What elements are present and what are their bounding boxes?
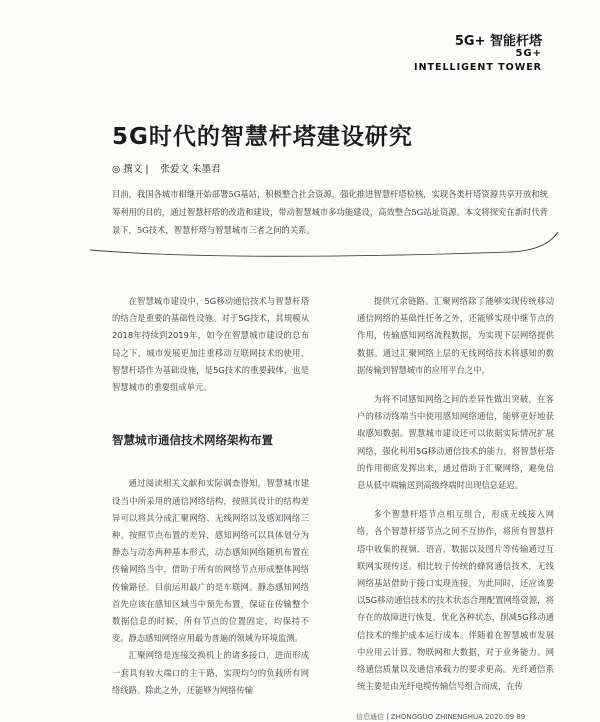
column-header-en: 5G+ <box>515 48 542 59</box>
abstract: 目前，我国各城市相继开始部署5G基站，积极整合社会资源，强化推进智慧杆塔检核，实现各类杆塔资源共享开放和统筹利用的目的，通过智慧杆塔的改造和建设，带动智慧城市多功能建设，高效整合5G站址资源。本文将探究在新时代背景下，5G技术，智慧杆塔与智慧城市三者之间的关系。 <box>112 189 548 235</box>
section-title: 智慧城市通信技术网络架构布置 <box>112 433 273 448</box>
byline <box>112 161 221 175</box>
decorative-divider-curve <box>90 230 560 266</box>
page-footer: 信息通信 | ZHONGGUO ZHINENGHUA 2020.09 89 <box>356 713 526 721</box>
body-paragraph: 为将不同感知网络之间的差异性做出突破，在客户的移动终端当中使用感知网络通信，能够更好地获取感知数据。智慧城市建设还可以依据实际情况扩展网络，强化利用5G移动通信技术的能力，将智慧杆塔的作用彻底发挥出来，通过借助于汇聚网络，避免信息从低中端输送到高级终端时出现信息延迟。 <box>357 394 554 491</box>
body-paragraph: 通过阅读相关文献和实际调查得知，智慧城市建设当中所采用的通信网络结构，按照其设计的结构差异可以将其分成汇聚网络、无线网络以及感知网络三种。按照节点布置的差异，感知网络可以具体划分为静态与动态两种基本形式，动态感知网络随机布置在传输网络当中，借助于所有的网络节点形成整体网络传输路径。目前运用最广的是车联网。静态感知网络首先应该在感知区域当中预先布置，保证在传输整个数据信息的时候，所有节点的位置固定，均保持不变。静态感知网络应用最为普遍的领域为环境监测。 <box>112 478 309 644</box>
left-column <box>112 293 309 699</box>
body-paragraph: 提供冗余链路。汇聚网络除了能够实现传统移动通信网络的基础性任务之外，还能够实现中继节点的作用，传输感知网络流程数据，为实现下层网络提供数据。通过汇聚网络上层的无线网络技术将感知的数据传输到智慧城市的应用平台之中。 <box>357 296 554 375</box>
intro-paragraph: 在智慧城市建设中，5G移动通信技术与智慧杆塔的结合是重要的基础性设施。对于5G技术，其規模从2018年持续到2019年，如今在智慧城市建设的总布局之下，城市发展更加注重移动互联网技术的使用，智慧杆塔作为基础设施，是5G技术的重要载体，也是智慧城市的重要组成单元。 <box>112 296 309 393</box>
column-header-en-subtitle: INTELLIGENT TOWER <box>414 62 542 73</box>
right-column <box>357 293 554 695</box>
article-title: 5G时代的智慧杆塔建设研究 <box>112 124 413 150</box>
byline-prefix: ◎ 撰文 | <box>112 164 149 175</box>
body-paragraph: 汇聚网络是连接交换机上的诸多接口，进而形成一套具有较大端口的主干路，实现均匀的负载所有网络线路。除此之外，还能够为网络传输 <box>112 650 309 695</box>
authors: 张爱文 朱墨君 <box>160 164 221 175</box>
body-paragraph: 多个智慧杆塔节点相互组合，形成无线接入网络，各个智慧杆塔节点之间不互协作，将所有智慧杆塔中收集的视频、语音、数据以及图片等传输通过互联网实现传送。相比较于传统的蜂窝通信技术，无线网络基站借助于接口实现连接，为此同时，还应该要以5G移动通信技术的技术状态合理配置网络资源，将存在的故障进行恢复，优化各种状态，削减5G移动通信技术的维护成本运行成本。伴随着在智慧城市发展中应用云计算、物联网和大数据，对于业务能力、网络通信质量以及通信承载力的要求更高。光纤通信系统主要是由光纤电缆传输信号组合而成，在传 <box>357 509 554 692</box>
column-header-cn: 5G+ 智能杆塔 <box>454 34 542 49</box>
